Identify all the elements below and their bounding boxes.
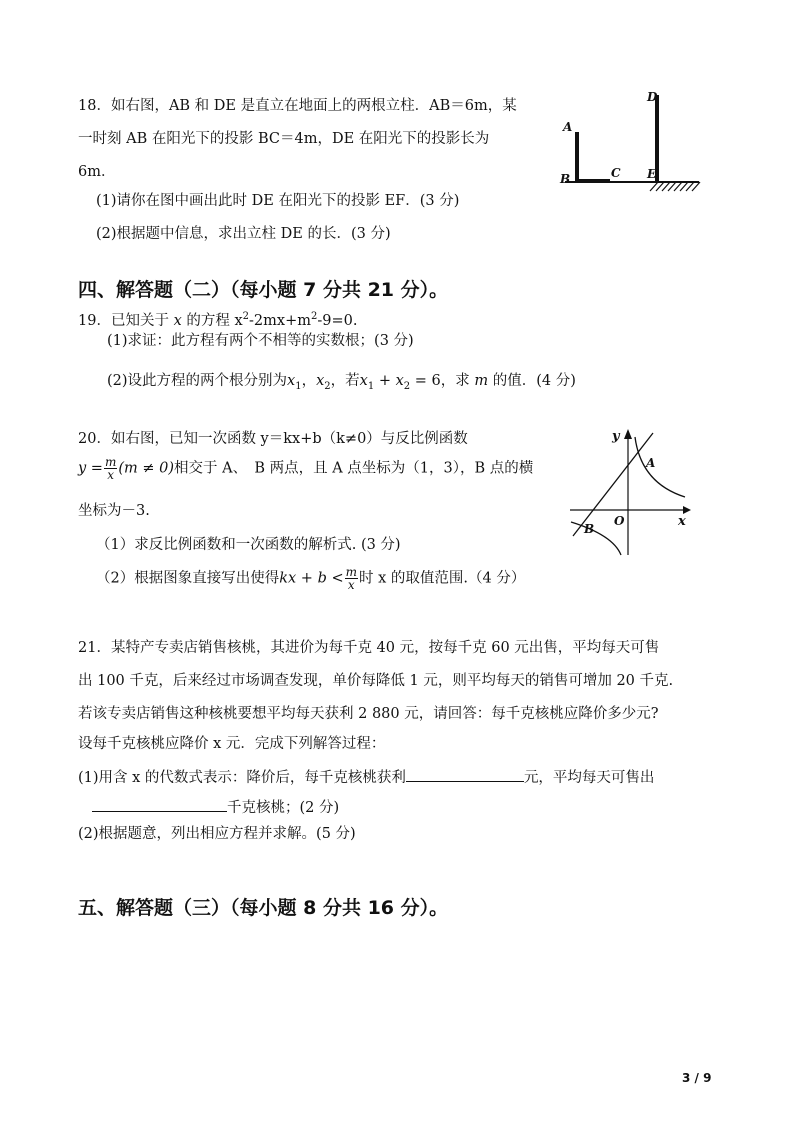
ground-hatching xyxy=(650,182,700,191)
x-axis-arrow xyxy=(683,506,691,514)
q19-stem: 19．已知关于 x 的方程 $x^2-2mx+m^2-9=0$. xyxy=(78,311,358,329)
label-o: O xyxy=(614,514,625,528)
q20-line1: 20．如右图，已知一次函数 y＝kx+b（k≠0）与反比例函数 xyxy=(78,431,468,447)
q20-figure xyxy=(565,425,695,560)
q18-line3: 6m． xyxy=(78,164,116,180)
section4-heading: 四、解答题（二）（每小题 7 分共 21 分）。 xyxy=(78,279,449,301)
linear-function-line xyxy=(573,433,656,536)
q20-ineq-fraction: $\frac{m}{x}$ xyxy=(345,565,357,592)
label-e: E xyxy=(647,167,657,181)
label-a: A xyxy=(646,456,656,470)
q21-line1: 21．某特产专卖店销售核桃，其进价为每千克 40 元，按每千克 60 元出售，平均每天可售 xyxy=(78,640,660,656)
q20-line3: 坐标为－3. xyxy=(78,503,150,519)
q18-line1: 18．如右图，AB 和 DE 是直立在地面上的两根立柱．AB＝6m，某 xyxy=(78,98,517,114)
label-x: x xyxy=(678,514,686,529)
q18-line2: 一时刻 AB 在阳光下的投影 BC＝4m，DE 在阳光下的投影长为 xyxy=(78,131,490,147)
q21-line3: 若该专卖店销售这种核桃要想平均每天获利 2 880 元，请回答：每千克核桃应降价多少元? xyxy=(78,706,659,722)
q20-fraction: $\frac{m}{x}$ xyxy=(104,455,117,482)
q20-sub2: （2）根据图象直接写出使得kx + b < $\frac{m}{x}$ 时 x 的取值范围.（4 分） xyxy=(96,565,526,592)
answer-blank-quantity[interactable] xyxy=(92,797,227,812)
q18-figure xyxy=(555,85,705,200)
q21-line4: 设每千克核桃应降价 x 元．完成下列解答过程： xyxy=(78,736,386,752)
section5-heading: 五、解答题（三）（每小题 8 分共 16 分）。 xyxy=(78,897,449,919)
q18-sub1: (1)请你在图中画出此时 DE 在阳光下的投影 EF．(3 分) xyxy=(96,193,460,209)
q21-sub1: (1)用含 x 的代数式表示：降价后，每千克核桃获利 元，平均每天可售出 xyxy=(78,767,654,787)
q20-sub1: （1）求反比例函数和一次函数的解析式. (3 分) xyxy=(96,537,401,553)
q20-line2: y = $\frac{m}{x}$ (m ≠ 0)相交于 A、 B 两点，且 A 点坐标为（1，3），B 点的横 xyxy=(78,455,534,482)
y-axis-arrow xyxy=(624,429,632,439)
label-b: B xyxy=(560,172,571,186)
page-number: 3 / 9 xyxy=(682,1071,712,1085)
label-a: A xyxy=(563,120,573,134)
pole-ab xyxy=(575,132,579,182)
label-c: C xyxy=(611,166,621,180)
q21-sub2: (2)根据题意，列出相应方程并求解。(5 分) xyxy=(78,826,356,842)
q18-sub2: (2)根据题中信息，求出立柱 DE 的长．(3 分) xyxy=(96,226,391,242)
q19-sub1: (1)求证：此方程有两个不相等的实数根；(3 分) xyxy=(107,333,414,349)
q21-sub1-cont: 千克核桃；(2 分) xyxy=(92,797,339,817)
answer-blank-profit[interactable] xyxy=(406,767,524,782)
q19-sub2: (2)设此方程的两个根分别为$x_1$，$x_2$，若$x_1 + x_2 = 6$，求 m 的值．(4 分) xyxy=(107,373,576,392)
label-y: y xyxy=(612,429,620,444)
label-b: B xyxy=(584,522,595,536)
shadow-bc xyxy=(577,179,610,183)
q21-line2: 出 100 千克，后来经过市场调查发现，单价每降低 1 元，则平均每天的销售可增加 20 千克. xyxy=(78,673,674,689)
label-d: D xyxy=(647,90,658,104)
